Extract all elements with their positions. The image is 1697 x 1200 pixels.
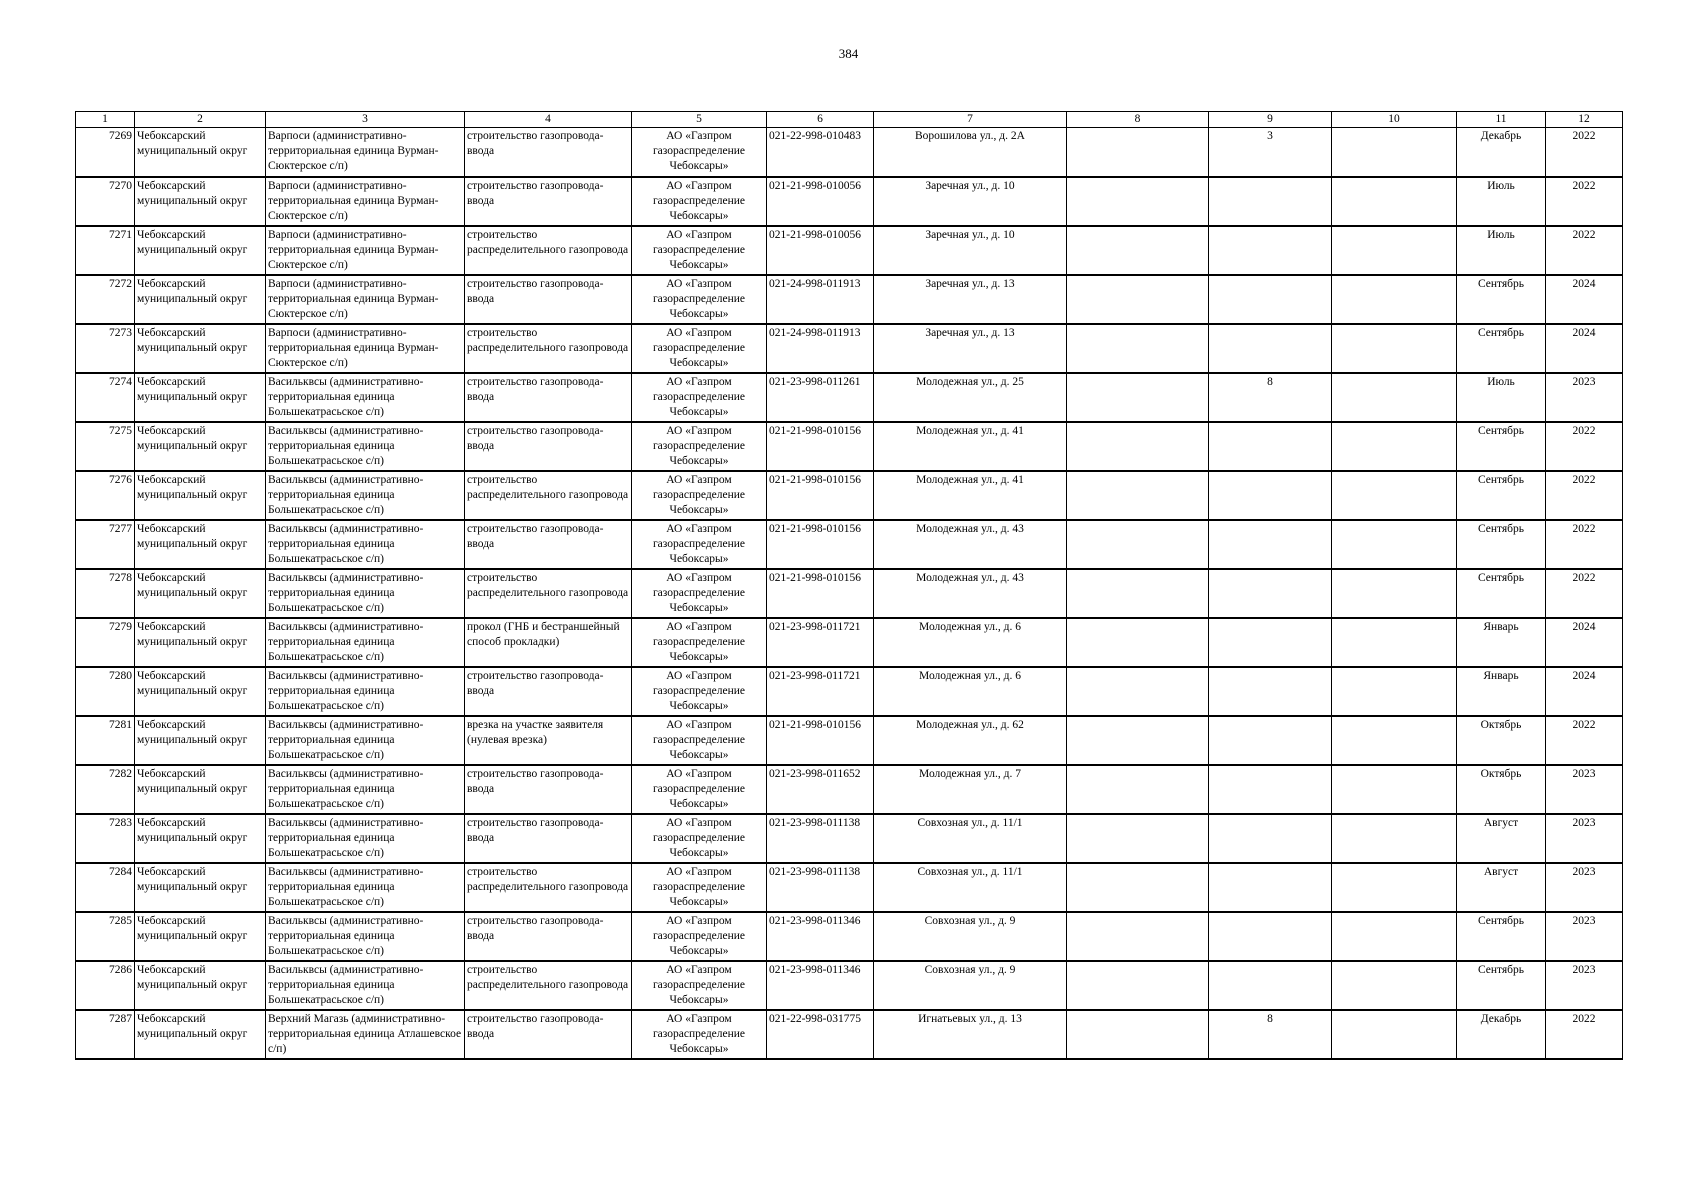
code-cell: 021-23-998-011346 <box>767 961 874 1010</box>
year-cell: 2024 <box>1546 324 1623 373</box>
column-10-cell <box>1332 520 1457 569</box>
settlement-cell: Васильквсы (административно-территориальная единица Большекатрасьское с/п) <box>266 912 465 961</box>
table-row <box>76 814 1623 863</box>
table-row <box>76 226 1623 275</box>
code-cell: 021-23-998-011138 <box>767 863 874 912</box>
code-cell: 021-21-998-010056 <box>767 177 874 226</box>
address-cell: Совхозная ул., д. 9 <box>874 912 1067 961</box>
column-header-12: 12 <box>1546 112 1623 128</box>
organization-cell: АО «Газпром газораспределение Чебоксары» <box>632 716 767 765</box>
settlement-cell: Васильквсы (административно-территориальная единица Большекатрасьское с/п) <box>266 373 465 422</box>
row-number: 7275 <box>76 422 135 471</box>
work-type-cell: строительство газопровода-ввода <box>465 667 632 716</box>
row-number: 7273 <box>76 324 135 373</box>
column-10-cell <box>1332 716 1457 765</box>
work-type-cell: строительство газопровода-ввода <box>465 177 632 226</box>
column-10-cell <box>1332 471 1457 520</box>
column-10-cell <box>1332 1010 1457 1059</box>
column-10-cell <box>1332 765 1457 814</box>
address-cell: Совхозная ул., д. 11/1 <box>874 863 1067 912</box>
table-row <box>76 618 1623 667</box>
address-cell: Молодежная ул., д. 25 <box>874 373 1067 422</box>
work-type-cell: строительство газопровода-ввода <box>465 912 632 961</box>
row-number: 7271 <box>76 226 135 275</box>
column-10-cell <box>1332 226 1457 275</box>
row-number: 7281 <box>76 716 135 765</box>
work-type-cell: строительство распределительного газопровода <box>465 226 632 275</box>
year-cell: 2022 <box>1546 226 1623 275</box>
district-cell: Чебоксарский муниципальный округ <box>135 618 266 667</box>
month-cell: Июль <box>1457 226 1546 275</box>
column-header-10: 10 <box>1332 112 1457 128</box>
month-cell: Сентябрь <box>1457 569 1546 618</box>
column-header-3: 3 <box>266 112 465 128</box>
column-9-cell <box>1209 912 1332 961</box>
organization-cell: АО «Газпром газораспределение Чебоксары» <box>632 373 767 422</box>
column-9-cell <box>1209 324 1332 373</box>
column-9-cell <box>1209 422 1332 471</box>
month-cell: Сентябрь <box>1457 912 1546 961</box>
district-cell: Чебоксарский муниципальный округ <box>135 863 266 912</box>
column-9-cell <box>1209 863 1332 912</box>
column-header-8: 8 <box>1067 112 1209 128</box>
code-cell: 021-21-998-010156 <box>767 520 874 569</box>
table-row <box>76 128 1623 177</box>
year-cell: 2024 <box>1546 275 1623 324</box>
district-cell: Чебоксарский муниципальный округ <box>135 128 266 177</box>
address-cell: Молодежная ул., д. 62 <box>874 716 1067 765</box>
month-cell: Август <box>1457 863 1546 912</box>
column-9-cell: 8 <box>1209 373 1332 422</box>
address-cell: Заречная ул., д. 13 <box>874 275 1067 324</box>
row-number: 7274 <box>76 373 135 422</box>
organization-cell: АО «Газпром газораспределение Чебоксары» <box>632 618 767 667</box>
column-8-cell <box>1067 373 1209 422</box>
organization-cell: АО «Газпром газораспределение Чебоксары» <box>632 667 767 716</box>
address-cell: Заречная ул., д. 10 <box>874 226 1067 275</box>
district-cell: Чебоксарский муниципальный округ <box>135 961 266 1010</box>
column-header-1: 1 <box>76 112 135 128</box>
column-8-cell <box>1067 226 1209 275</box>
month-cell: Сентябрь <box>1457 422 1546 471</box>
code-cell: 021-22-998-010483 <box>767 128 874 177</box>
work-type-cell: строительство газопровода-ввода <box>465 520 632 569</box>
header-row <box>76 112 1623 128</box>
table-row <box>76 422 1623 471</box>
organization-cell: АО «Газпром газораспределение Чебоксары» <box>632 569 767 618</box>
column-10-cell <box>1332 324 1457 373</box>
organization-cell: АО «Газпром газораспределение Чебоксары» <box>632 226 767 275</box>
column-8-cell <box>1067 912 1209 961</box>
table-row <box>76 912 1623 961</box>
column-10-cell <box>1332 912 1457 961</box>
column-9-cell: 3 <box>1209 128 1332 177</box>
year-cell: 2023 <box>1546 373 1623 422</box>
column-8-cell <box>1067 471 1209 520</box>
address-cell: Молодежная ул., д. 43 <box>874 520 1067 569</box>
organization-cell: АО «Газпром газораспределение Чебоксары» <box>632 814 767 863</box>
column-9-cell <box>1209 667 1332 716</box>
address-cell: Молодежная ул., д. 6 <box>874 618 1067 667</box>
column-9-cell <box>1209 961 1332 1010</box>
registry-table <box>75 111 1623 1060</box>
column-9-cell <box>1209 618 1332 667</box>
column-10-cell <box>1332 569 1457 618</box>
district-cell: Чебоксарский муниципальный округ <box>135 422 266 471</box>
address-cell: Совхозная ул., д. 11/1 <box>874 814 1067 863</box>
column-9-cell: 8 <box>1209 1010 1332 1059</box>
work-type-cell: строительство газопровода-ввода <box>465 422 632 471</box>
work-type-cell: строительство газопровода-ввода <box>465 128 632 177</box>
column-9-cell <box>1209 569 1332 618</box>
table-row <box>76 177 1623 226</box>
organization-cell: АО «Газпром газораспределение Чебоксары» <box>632 324 767 373</box>
table-row <box>76 863 1623 912</box>
code-cell: 021-24-998-011913 <box>767 324 874 373</box>
district-cell: Чебоксарский муниципальный округ <box>135 324 266 373</box>
column-header-11: 11 <box>1457 112 1546 128</box>
column-8-cell <box>1067 569 1209 618</box>
column-8-cell <box>1067 177 1209 226</box>
organization-cell: АО «Газпром газораспределение Чебоксары» <box>632 275 767 324</box>
column-10-cell <box>1332 814 1457 863</box>
settlement-cell: Васильквсы (административно-территориальная единица Большекатрасьское с/п) <box>266 863 465 912</box>
year-cell: 2023 <box>1546 863 1623 912</box>
column-10-cell <box>1332 618 1457 667</box>
table-row <box>76 324 1623 373</box>
organization-cell: АО «Газпром газораспределение Чебоксары» <box>632 863 767 912</box>
column-10-cell <box>1332 422 1457 471</box>
row-number: 7280 <box>76 667 135 716</box>
work-type-cell: прокол (ГНБ и бестраншейный способ прокладки) <box>465 618 632 667</box>
column-8-cell <box>1067 765 1209 814</box>
work-type-cell: строительство газопровода-ввода <box>465 814 632 863</box>
year-cell: 2022 <box>1546 128 1623 177</box>
address-cell: Заречная ул., д. 13 <box>874 324 1067 373</box>
row-number: 7272 <box>76 275 135 324</box>
code-cell: 021-23-998-011721 <box>767 667 874 716</box>
column-header-9: 9 <box>1209 112 1332 128</box>
month-cell: Июль <box>1457 373 1546 422</box>
year-cell: 2022 <box>1546 471 1623 520</box>
column-9-cell <box>1209 716 1332 765</box>
settlement-cell: Васильквсы (административно-территориальная единица Большекатрасьское с/п) <box>266 520 465 569</box>
row-number: 7282 <box>76 765 135 814</box>
work-type-cell: строительство газопровода-ввода <box>465 373 632 422</box>
table-row <box>76 667 1623 716</box>
column-10-cell <box>1332 373 1457 422</box>
address-cell: Ворошилова ул., д. 2А <box>874 128 1067 177</box>
column-8-cell <box>1067 618 1209 667</box>
table-row <box>76 1010 1623 1059</box>
district-cell: Чебоксарский муниципальный округ <box>135 912 266 961</box>
row-number: 7283 <box>76 814 135 863</box>
table-row <box>76 471 1623 520</box>
row-number: 7277 <box>76 520 135 569</box>
settlement-cell: Васильквсы (административно-территориальная единица Большекатрасьское с/п) <box>266 716 465 765</box>
column-9-cell <box>1209 765 1332 814</box>
settlement-cell: Васильквсы (административно-территориальная единица Большекатрасьское с/п) <box>266 618 465 667</box>
settlement-cell: Васильквсы (административно-территориальная единица Большекатрасьское с/п) <box>266 471 465 520</box>
table-row <box>76 765 1623 814</box>
year-cell: 2022 <box>1546 422 1623 471</box>
row-number: 7284 <box>76 863 135 912</box>
column-10-cell <box>1332 275 1457 324</box>
code-cell: 021-21-998-010156 <box>767 569 874 618</box>
column-10-cell <box>1332 177 1457 226</box>
row-number: 7269 <box>76 128 135 177</box>
table-row <box>76 716 1623 765</box>
settlement-cell: Варпоси (административно-территориальная единица Вурман-Сюктерское с/п) <box>266 226 465 275</box>
row-number: 7285 <box>76 912 135 961</box>
organization-cell: АО «Газпром газораспределение Чебоксары» <box>632 422 767 471</box>
organization-cell: АО «Газпром газораспределение Чебоксары» <box>632 471 767 520</box>
settlement-cell: Васильквсы (административно-территориальная единица Большекатрасьское с/п) <box>266 765 465 814</box>
month-cell: Октябрь <box>1457 716 1546 765</box>
address-cell: Молодежная ул., д. 6 <box>874 667 1067 716</box>
year-cell: 2022 <box>1546 716 1623 765</box>
row-number: 7287 <box>76 1010 135 1059</box>
settlement-cell: Варпоси (административно-территориальная единица Вурман-Сюктерское с/п) <box>266 177 465 226</box>
address-cell: Молодежная ул., д. 7 <box>874 765 1067 814</box>
year-cell: 2022 <box>1546 520 1623 569</box>
month-cell: Январь <box>1457 618 1546 667</box>
district-cell: Чебоксарский муниципальный округ <box>135 667 266 716</box>
table-header <box>76 112 1623 128</box>
table-row <box>76 569 1623 618</box>
row-number: 7276 <box>76 471 135 520</box>
year-cell: 2022 <box>1546 1010 1623 1059</box>
work-type-cell: строительство распределительного газопровода <box>465 569 632 618</box>
column-header-6: 6 <box>767 112 874 128</box>
month-cell: Сентябрь <box>1457 324 1546 373</box>
work-type-cell: строительство газопровода-ввода <box>465 1010 632 1059</box>
code-cell: 021-22-998-031775 <box>767 1010 874 1059</box>
district-cell: Чебоксарский муниципальный округ <box>135 716 266 765</box>
column-10-cell <box>1332 863 1457 912</box>
code-cell: 021-21-998-010156 <box>767 716 874 765</box>
month-cell: Октябрь <box>1457 765 1546 814</box>
work-type-cell: строительство распределительного газопровода <box>465 324 632 373</box>
code-cell: 021-23-998-011346 <box>767 912 874 961</box>
code-cell: 021-23-998-011138 <box>767 814 874 863</box>
row-number: 7270 <box>76 177 135 226</box>
settlement-cell: Васильквсы (административно-территориальная единица Большекатрасьское с/п) <box>266 667 465 716</box>
column-9-cell <box>1209 226 1332 275</box>
row-number: 7278 <box>76 569 135 618</box>
code-cell: 021-23-998-011721 <box>767 618 874 667</box>
code-cell: 021-23-998-011261 <box>767 373 874 422</box>
year-cell: 2024 <box>1546 618 1623 667</box>
month-cell: Январь <box>1457 667 1546 716</box>
row-number: 7279 <box>76 618 135 667</box>
year-cell: 2022 <box>1546 569 1623 618</box>
district-cell: Чебоксарский муниципальный округ <box>135 226 266 275</box>
column-header-4: 4 <box>465 112 632 128</box>
column-8-cell <box>1067 814 1209 863</box>
code-cell: 021-21-998-010156 <box>767 422 874 471</box>
address-cell: Молодежная ул., д. 41 <box>874 422 1067 471</box>
year-cell: 2023 <box>1546 765 1623 814</box>
work-type-cell: строительство распределительного газопровода <box>465 471 632 520</box>
settlement-cell: Верхний Магазь (административно-территориальная единица Атлашевское с/п) <box>266 1010 465 1059</box>
column-9-cell <box>1209 471 1332 520</box>
table-row <box>76 275 1623 324</box>
address-cell: Заречная ул., д. 10 <box>874 177 1067 226</box>
column-header-5: 5 <box>632 112 767 128</box>
column-8-cell <box>1067 863 1209 912</box>
address-cell: Игнатьевых ул., д. 13 <box>874 1010 1067 1059</box>
organization-cell: АО «Газпром газораспределение Чебоксары» <box>632 961 767 1010</box>
month-cell: Декабрь <box>1457 1010 1546 1059</box>
table-row <box>76 373 1623 422</box>
district-cell: Чебоксарский муниципальный округ <box>135 275 266 324</box>
table-row <box>76 520 1623 569</box>
page-number: 384 <box>838 46 859 61</box>
address-cell: Совхозная ул., д. 9 <box>874 961 1067 1010</box>
column-8-cell <box>1067 128 1209 177</box>
column-9-cell <box>1209 520 1332 569</box>
column-10-cell <box>1332 128 1457 177</box>
column-header-7: 7 <box>874 112 1067 128</box>
organization-cell: АО «Газпром газораспределение Чебоксары» <box>632 520 767 569</box>
table-body <box>76 128 1623 1059</box>
settlement-cell: Васильквсы (административно-территориальная единица Большекатрасьское с/п) <box>266 569 465 618</box>
month-cell: Сентябрь <box>1457 275 1546 324</box>
month-cell: Сентябрь <box>1457 520 1546 569</box>
table-row <box>76 961 1623 1010</box>
column-9-cell <box>1209 814 1332 863</box>
settlement-cell: Васильквсы (административно-территориальная единица Большекатрасьское с/п) <box>266 961 465 1010</box>
settlement-cell: Варпоси (административно-территориальная единица Вурман-Сюктерское с/п) <box>266 128 465 177</box>
year-cell: 2023 <box>1546 912 1623 961</box>
column-10-cell <box>1332 667 1457 716</box>
column-10-cell <box>1332 961 1457 1010</box>
address-cell: Молодежная ул., д. 43 <box>874 569 1067 618</box>
column-8-cell <box>1067 275 1209 324</box>
month-cell: Июль <box>1457 177 1546 226</box>
column-8-cell <box>1067 716 1209 765</box>
district-cell: Чебоксарский муниципальный округ <box>135 814 266 863</box>
column-header-2: 2 <box>135 112 266 128</box>
district-cell: Чебоксарский муниципальный округ <box>135 520 266 569</box>
settlement-cell: Варпоси (административно-территориальная единица Вурман-Сюктерское с/п) <box>266 324 465 373</box>
district-cell: Чебоксарский муниципальный округ <box>135 1010 266 1059</box>
settlement-cell: Варпоси (административно-территориальная единица Вурман-Сюктерское с/п) <box>266 275 465 324</box>
organization-cell: АО «Газпром газораспределение Чебоксары» <box>632 128 767 177</box>
column-8-cell <box>1067 667 1209 716</box>
code-cell: 021-24-998-011913 <box>767 275 874 324</box>
column-9-cell <box>1209 177 1332 226</box>
year-cell: 2022 <box>1546 177 1623 226</box>
year-cell: 2023 <box>1546 814 1623 863</box>
settlement-cell: Васильквсы (административно-территориальная единица Большекатрасьское с/п) <box>266 814 465 863</box>
work-type-cell: строительство газопровода-ввода <box>465 275 632 324</box>
column-8-cell <box>1067 520 1209 569</box>
year-cell: 2023 <box>1546 961 1623 1010</box>
work-type-cell: строительство распределительного газопровода <box>465 961 632 1010</box>
organization-cell: АО «Газпром газораспределение Чебоксары» <box>632 912 767 961</box>
code-cell: 021-23-998-011652 <box>767 765 874 814</box>
district-cell: Чебоксарский муниципальный округ <box>135 569 266 618</box>
month-cell: Сентябрь <box>1457 471 1546 520</box>
year-cell: 2024 <box>1546 667 1623 716</box>
column-8-cell <box>1067 324 1209 373</box>
work-type-cell: строительство распределительного газопровода <box>465 863 632 912</box>
organization-cell: АО «Газпром газораспределение Чебоксары» <box>632 765 767 814</box>
month-cell: Август <box>1457 814 1546 863</box>
column-9-cell <box>1209 275 1332 324</box>
district-cell: Чебоксарский муниципальный округ <box>135 177 266 226</box>
work-type-cell: врезка на участке заявителя (нулевая врезка) <box>465 716 632 765</box>
column-8-cell <box>1067 422 1209 471</box>
organization-cell: АО «Газпром газораспределение Чебоксары» <box>632 1010 767 1059</box>
work-type-cell: строительство газопровода-ввода <box>465 765 632 814</box>
district-cell: Чебоксарский муниципальный округ <box>135 765 266 814</box>
settlement-cell: Васильквсы (административно-территориальная единица Большекатрасьское с/п) <box>266 422 465 471</box>
organization-cell: АО «Газпром газораспределение Чебоксары» <box>632 177 767 226</box>
column-8-cell <box>1067 1010 1209 1059</box>
address-cell: Молодежная ул., д. 41 <box>874 471 1067 520</box>
code-cell: 021-21-998-010156 <box>767 471 874 520</box>
month-cell: Сентябрь <box>1457 961 1546 1010</box>
month-cell: Декабрь <box>1457 128 1546 177</box>
column-8-cell <box>1067 961 1209 1010</box>
code-cell: 021-21-998-010056 <box>767 226 874 275</box>
row-number: 7286 <box>76 961 135 1010</box>
district-cell: Чебоксарский муниципальный округ <box>135 471 266 520</box>
district-cell: Чебоксарский муниципальный округ <box>135 373 266 422</box>
